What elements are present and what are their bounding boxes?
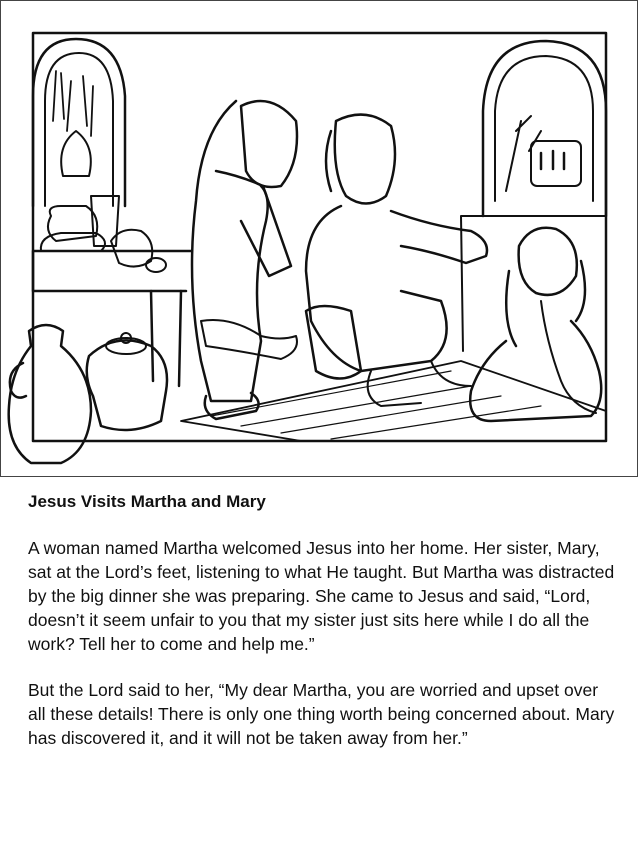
mary-figure — [470, 228, 601, 421]
story-title: Jesus Visits Martha and Mary — [28, 492, 266, 511]
shelf — [33, 251, 191, 386]
jug — [9, 325, 91, 463]
story-paragraph-2: But the Lord said to her, “My dear Martha, you are worried and upset over all these details! There is only one thing worth being concerned about. Mary has discovered it, and it will not be taken away from her.” — [28, 680, 615, 748]
jesus-figure — [306, 115, 487, 406]
martha-figure — [192, 101, 297, 419]
room-border — [33, 33, 606, 441]
coloring-illustration — [1, 1, 637, 476]
story-text — [28, 490, 618, 772]
left-window — [33, 39, 125, 206]
story-paragraph-1: A woman named Martha welcomed Jesus into her home. Her sister, Mary, sat at the Lord’s feet, listening to what He taught. But Martha was distracted by the big dinner she was preparing. She came to Jesus and said, “Lord, doesn’t it seem unfair to you that my sister just sits here while I do all the work? Tell her to come and help me.” — [28, 538, 615, 654]
right-window — [483, 41, 606, 216]
cooking-pot — [87, 333, 167, 430]
